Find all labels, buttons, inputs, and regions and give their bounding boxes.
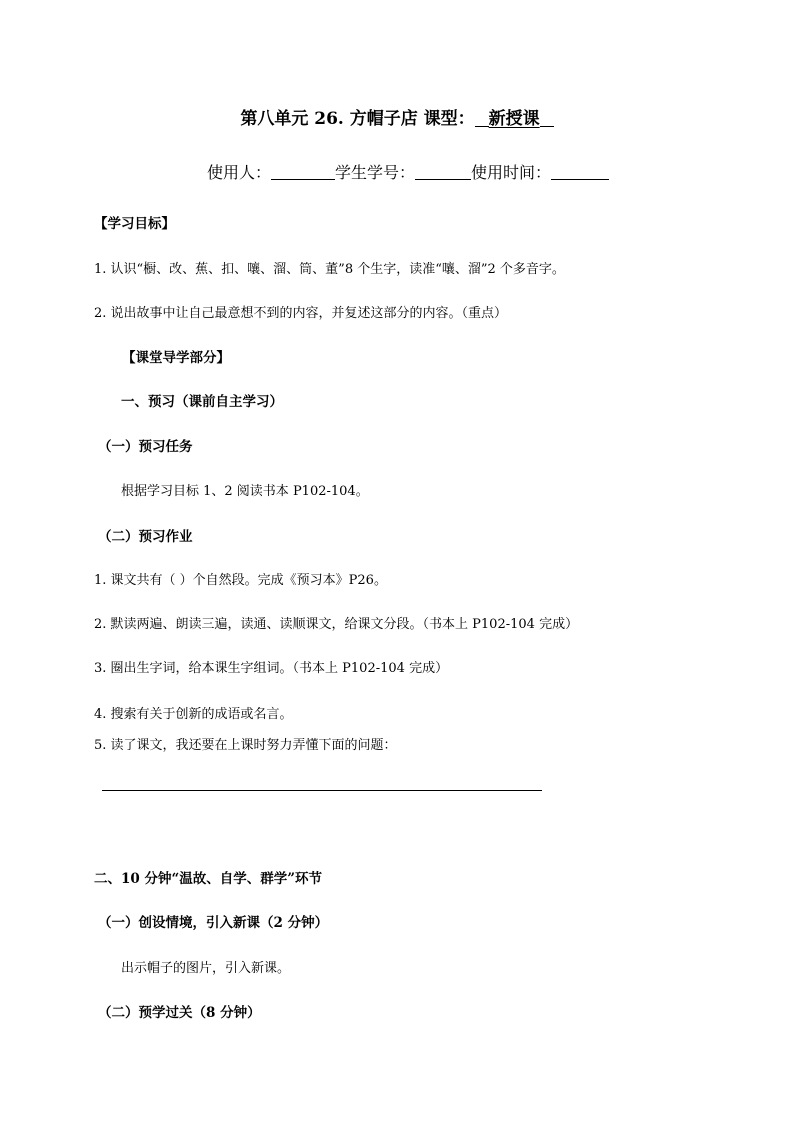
user-label: 使用人： [207, 163, 272, 182]
user-info-line [207, 160, 609, 183]
goal-item: 2. 说出故事中让自己最意想不到的内容，并复述这部分的内容。（重点） [94, 306, 508, 321]
homework-item: 5. 读了课文，我还要在上课时努力弄懂下面的问题： [94, 738, 397, 753]
homework-item: 2. 默读两遍、朗读三遍，读通、读顺课文，给课文分段。（书本上 P102-104 完成） [94, 617, 579, 632]
pass-heading: （二）预学过关（8 分钟） [98, 1005, 261, 1021]
part1-heading: 一、预习（课前自主学习） [121, 394, 283, 410]
goal-item: 1. 认识“橱、改、蕉、扣、嚷、溜、筒、董”8 个生字，读准“嚷、溜”2 个多音字。 [94, 262, 565, 277]
task-text: 根据学习目标 1、2 阅读书本 P102-104。 [121, 484, 369, 499]
time-blank[interactable] [551, 163, 609, 180]
title-underline-pad [540, 125, 554, 127]
homework-item: 1. 课文共有（ ）个自然段。完成《预习本》P26。 [94, 573, 387, 588]
part2-heading: 二、10 分钟“温故、自学、群学”环节 [94, 871, 323, 887]
guide-heading: 【课堂导学部分】 [122, 350, 230, 366]
student-id-label: 学生学号： [335, 163, 416, 182]
lesson-type: 新授课 [488, 109, 540, 129]
scene-heading: （一）创设情境，引入新课（2 分钟） [98, 915, 329, 931]
homework-item: 3. 圈出生字词，给本课生字组词。（书本上 P102-104 完成） [94, 661, 449, 676]
task-heading: （一）预习任务 [98, 439, 193, 455]
homework-heading: （二）预习作业 [98, 529, 193, 545]
answer-line[interactable] [102, 790, 542, 791]
page-title [0, 104, 794, 129]
title-main: 第八单元 26. 方帽子店 课型： [240, 109, 475, 129]
scene-text: 出示帽子的图片，引入新课。 [121, 961, 291, 976]
time-label: 使用时间： [471, 163, 552, 182]
goals-heading: 【学习目标】 [94, 216, 175, 232]
homework-item: 4. 搜索有关于创新的成语或名言。 [94, 707, 293, 722]
student-id-blank[interactable] [415, 163, 471, 180]
user-blank[interactable] [271, 163, 335, 180]
title-underline-pad [475, 125, 489, 127]
